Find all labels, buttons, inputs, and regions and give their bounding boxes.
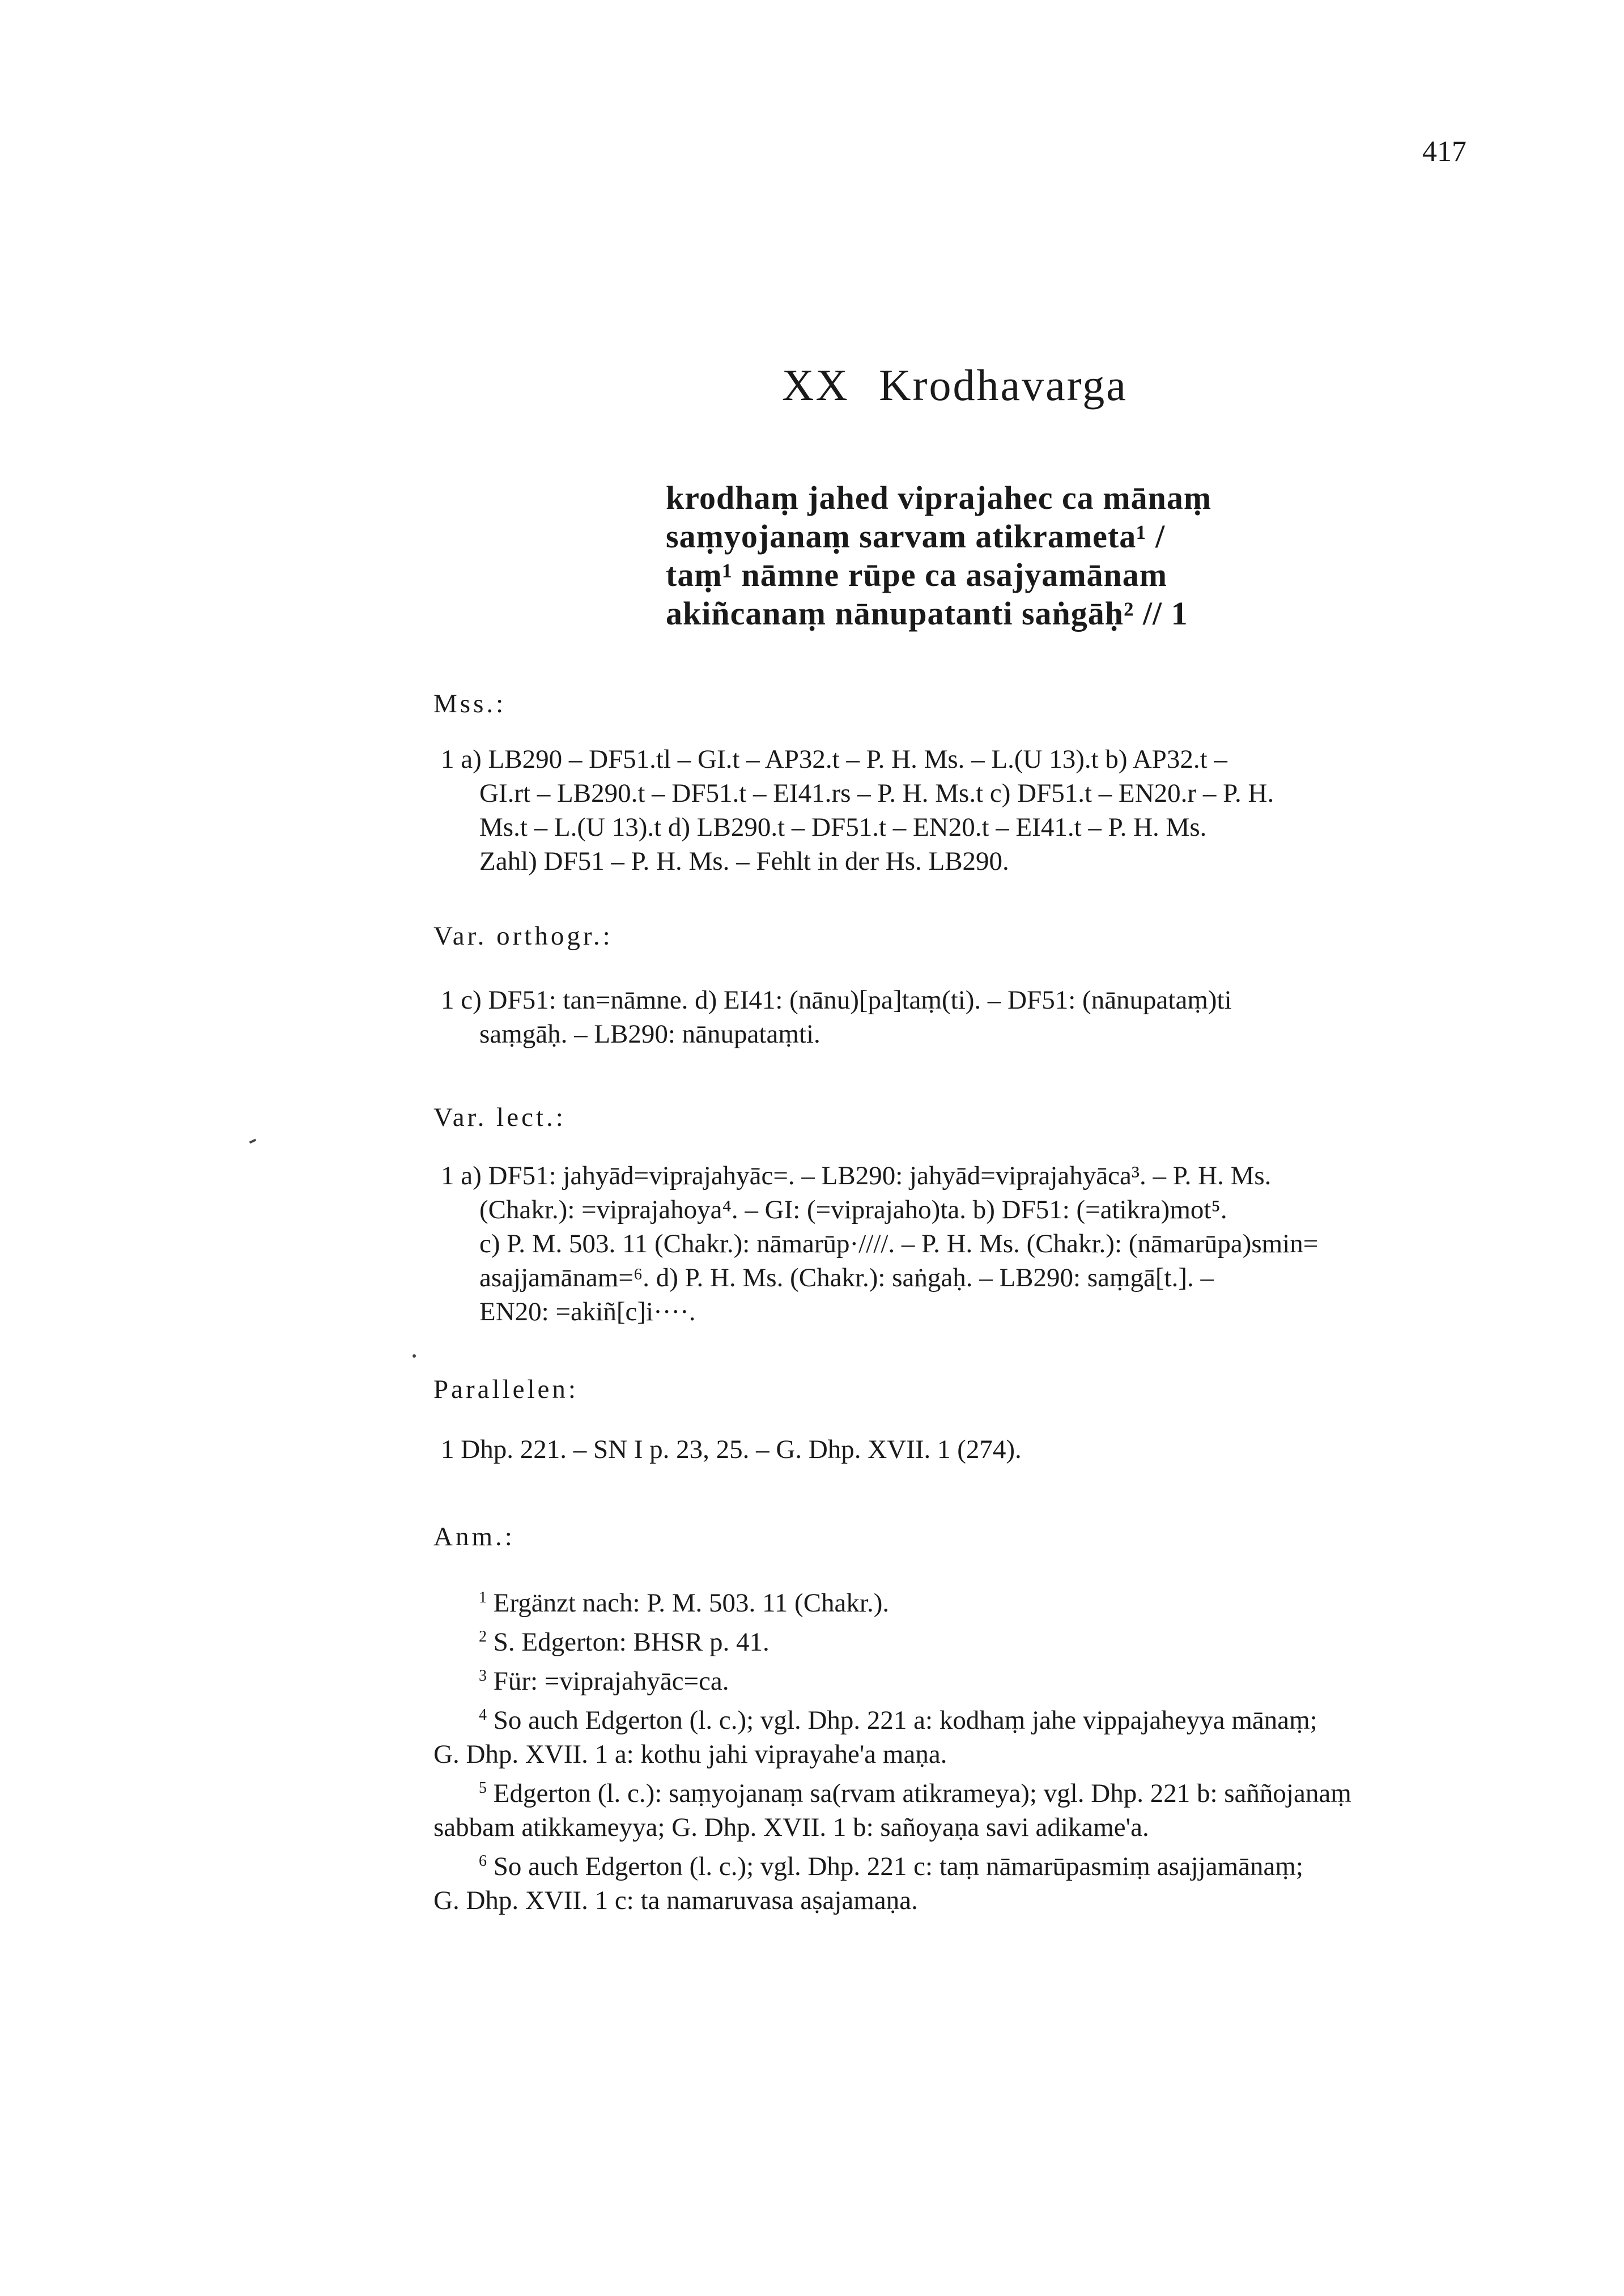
note-marker: 4	[479, 1706, 487, 1724]
verse-line: akiñcanaṃ nānupatanti saṅgāḥ² // 1	[666, 595, 1188, 632]
anm-heading: Anm.:	[433, 1522, 515, 1551]
verse-line: krodhaṃ jahed viprajahec ca mānaṃ	[666, 479, 1212, 516]
orthogr-line: 1 c) DF51: tan=nāmne. d) EI41: (nānu)[pa]taṃ(ti). – DF51: (nānupataṃ)ti	[441, 985, 1232, 1015]
page-number: 417	[1422, 135, 1466, 168]
mss-line: 1 a) LB290 – DF51.tl – GI.t – AP32.t – P. H. Ms. – L.(U 13).t b) AP32.t –	[441, 745, 1227, 774]
lect-line: 1 a) DF51: jahyād=viprajahyāc=. – LB290: jahyād=viprajahyāca³. – P. H. Ms.	[441, 1161, 1272, 1190]
notes-list	[433, 1581, 1493, 1917]
note-marker: 2	[479, 1628, 487, 1646]
orthogr-line: saṃgāḥ. – LB290: nānupataṃti.	[479, 1019, 820, 1049]
note-marker: 5	[479, 1779, 487, 1797]
scan-mark	[413, 1354, 416, 1358]
note-text: Für: =viprajahyāc=ca.	[493, 1666, 729, 1696]
chapter-title: XX Krodhavarga	[782, 360, 1128, 410]
note-item	[433, 1581, 1493, 1620]
note-text: So auch Edgerton (l. c.); vgl. Dhp. 221 c: taṃ nāmarūpasmiṃ asajjamānaṃ;	[493, 1852, 1303, 1881]
mss-line: Zahl) DF51 – P. H. Ms. – Fehlt in der Hs. LB290.	[479, 847, 1009, 876]
mss-body	[441, 742, 1489, 878]
note-text: So auch Edgerton (l. c.); vgl. Dhp. 221 a: kodhaṃ jahe vippajaheyya mānaṃ;	[493, 1706, 1317, 1735]
note-marker: 6	[479, 1852, 487, 1870]
note-item	[433, 1844, 1493, 1917]
note-text: S. Edgerton: BHSR p. 41.	[493, 1627, 770, 1657]
scan-mark	[249, 1139, 257, 1144]
lect-line: asajjamānam=⁶. d) P. H. Ms. (Chakr.): saṅgaḥ. – LB290: saṃgā[t.]. –	[479, 1263, 1214, 1292]
parallelen-heading: Parallelen:	[433, 1375, 579, 1404]
verse-line: taṃ¹ nāmne rūpe ca asajyamānam	[666, 556, 1168, 593]
note-item	[433, 1620, 1493, 1659]
parallelen-line: 1 Dhp. 221. – SN I p. 23, 25. – G. Dhp. XVII. 1 (274).	[441, 1435, 1022, 1464]
parallelen-body	[441, 1432, 1489, 1466]
orthogr-body	[441, 983, 1489, 1051]
note-item	[433, 1698, 1493, 1771]
note-item	[433, 1659, 1493, 1698]
note-text: sabbam atikkameyya; G. Dhp. XVII. 1 b: sañoyaṇa savi adikame'a.	[433, 1813, 1149, 1842]
mss-heading: Mss.:	[433, 689, 507, 718]
lect-line: (Chakr.): =viprajahoya⁴. – GI: (=viprajaho)ta. b) DF51: (=atikra)mot⁵.	[479, 1195, 1227, 1224]
lect-line: EN20: =akiñ[c]i····.	[479, 1297, 696, 1326]
lect-body	[441, 1159, 1489, 1329]
verse-line: saṃyojanaṃ sarvam atikrameta¹ /	[666, 518, 1166, 555]
verse-block	[666, 479, 1211, 633]
note-marker: 1	[479, 1589, 487, 1606]
mss-line: Ms.t – L.(U 13).t d) LB290.t – DF51.t – EN20.t – EI41.t – P. H. Ms.	[479, 813, 1207, 842]
lect-line: c) P. M. 503. 11 (Chakr.): nāmarūp·////. – P. H. Ms. (Chakr.): (nāmarūpa)smin=	[479, 1229, 1319, 1258]
note-marker: 3	[479, 1667, 487, 1685]
lect-heading: Var. lect.:	[433, 1103, 566, 1132]
note-text: Ergänzt nach: P. M. 503. 11 (Chakr.).	[493, 1588, 890, 1618]
note-text: G. Dhp. XVII. 1 a: kothu jahi viprayahe'a maṇa.	[433, 1740, 947, 1769]
orthogr-heading: Var. orthogr.:	[433, 921, 613, 951]
mss-line: GI.rt – LB290.t – DF51.t – EI41.rs – P. H. Ms.t c) DF51.t – EN20.r – P. H.	[479, 779, 1274, 808]
note-text: Edgerton (l. c.): saṃyojanaṃ sa(rvam atikrameya); vgl. Dhp. 221 b: saññojanaṃ	[493, 1779, 1351, 1808]
note-text: G. Dhp. XVII. 1 c: ta namaruvasa aṣajamaṇa.	[433, 1886, 918, 1915]
note-item	[433, 1771, 1493, 1844]
